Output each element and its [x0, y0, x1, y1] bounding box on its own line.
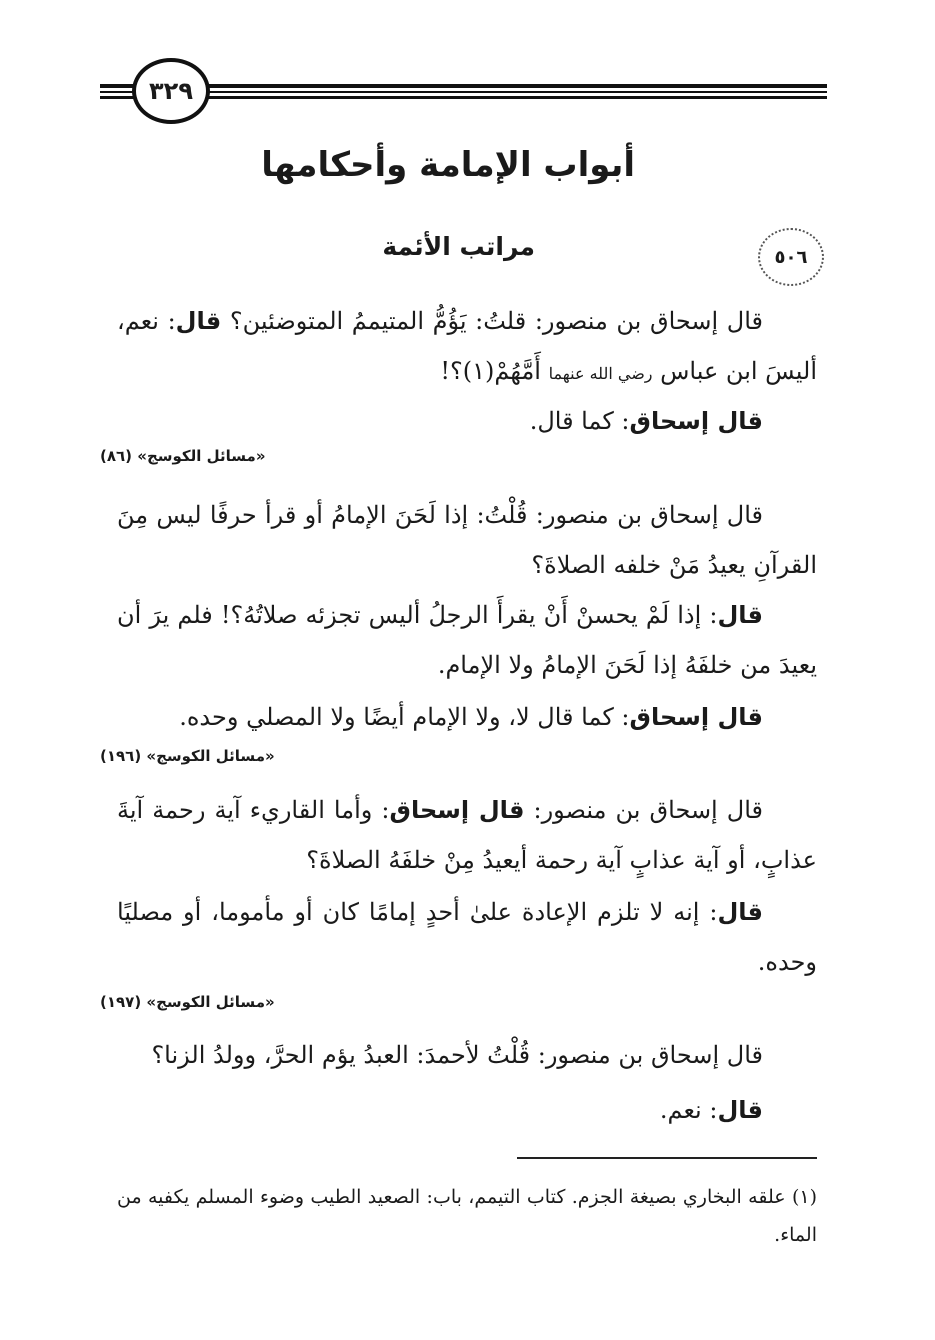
- paragraph-text: قال إسحاق بن منصور: قُلْتُ: إذا لَحَنَ الإمامُ أو قرأ حرفًا ليس مِنَ القرآنِ يعيدُ مَنْ خلفه الصلاةَ؟: [117, 501, 817, 579]
- paragraph: [117, 296, 817, 399]
- honorific-symbol: رضي الله عنهما: [548, 364, 653, 383]
- section-title: مراتب الأئمة: [382, 232, 535, 261]
- paragraph: [117, 692, 817, 742]
- paragraph-text: قال إسحاق بن منصور:: [524, 796, 764, 824]
- page-number: ٣٢٩: [132, 58, 210, 124]
- paragraph-text: : وأما القاريء آية رحمة آيةَ عذابٍ، أو آية عذابٍ آية رحمة أيعيدُ مِنْ خلفَهُ الصلاةَ؟: [117, 796, 817, 874]
- paragraph-text: : إنه لا تلزم الإعادة علىٰ أحدٍ إمامًا كان أو مأموما، أو مصليًا وحده.: [117, 898, 817, 976]
- paragraph-text: : كما قال.: [529, 407, 630, 435]
- paragraph-text: : كما قال لا، ولا الإمام أيضًا ولا المصلي وحده.: [179, 703, 630, 731]
- paragraph-text: قال إسحاق بن منصور: قلتُ: يَؤُمُّ المتيممُ المتوضئين؟: [221, 307, 763, 335]
- footnote-separator: [517, 1157, 817, 1159]
- paragraph-text: : إذا لَمْ يحسنْ أَنْ يقرأَ الرجلُ أليس تجزئه صلاتُهُ؟! فلم يرَ أن يعيدَ من خلفَهُ إذا لَحَنَ الإمامُ ولا الإمام.: [117, 601, 817, 679]
- source-reference: «مسائل الكوسج» (١٩٧): [100, 993, 275, 1011]
- paragraph: [117, 490, 817, 590]
- paragraph-text: : نعم، أليسَ ابن عباس: [117, 307, 817, 385]
- paragraph: [117, 1085, 817, 1135]
- paragraph: [117, 785, 817, 885]
- source-reference: «مسائل الكوسج» (١٩٦): [100, 747, 275, 765]
- footnote: (١) علقه البخاري بصيغة الجزم. كتاب التيمم، باب: الصعيد الطيب وضوء المسلم يكفيه من الماء.: [117, 1186, 817, 1246]
- paragraph: [117, 396, 817, 446]
- paragraph-text: أَمَّهُمْ(١)؟!: [440, 357, 549, 385]
- paragraph: [117, 1030, 817, 1080]
- paragraph-text: قال إسحاق بن منصور: قُلْتُ لأحمدَ: العبدُ يؤم الحرَّ، وولدُ الزنا؟: [151, 1041, 763, 1069]
- chapter-title: أبواب الإمامة وأحكامها: [261, 145, 635, 185]
- speaker-label: قال: [717, 601, 763, 629]
- speaker-label: قال إسحاق: [629, 703, 763, 731]
- paragraph: [117, 887, 817, 987]
- speaker-label: قال: [717, 1096, 763, 1124]
- speaker-label: قال إسحاق: [389, 796, 525, 824]
- source-reference: «مسائل الكوسج» (٨٦): [100, 447, 266, 465]
- paragraph-text: : نعم.: [659, 1096, 718, 1124]
- speaker-label: قال: [175, 307, 222, 335]
- section-number-badge: ٥٠٦: [758, 228, 824, 286]
- speaker-label: قال: [717, 898, 763, 926]
- speaker-label: قال إسحاق: [629, 407, 763, 435]
- paragraph: [117, 590, 817, 690]
